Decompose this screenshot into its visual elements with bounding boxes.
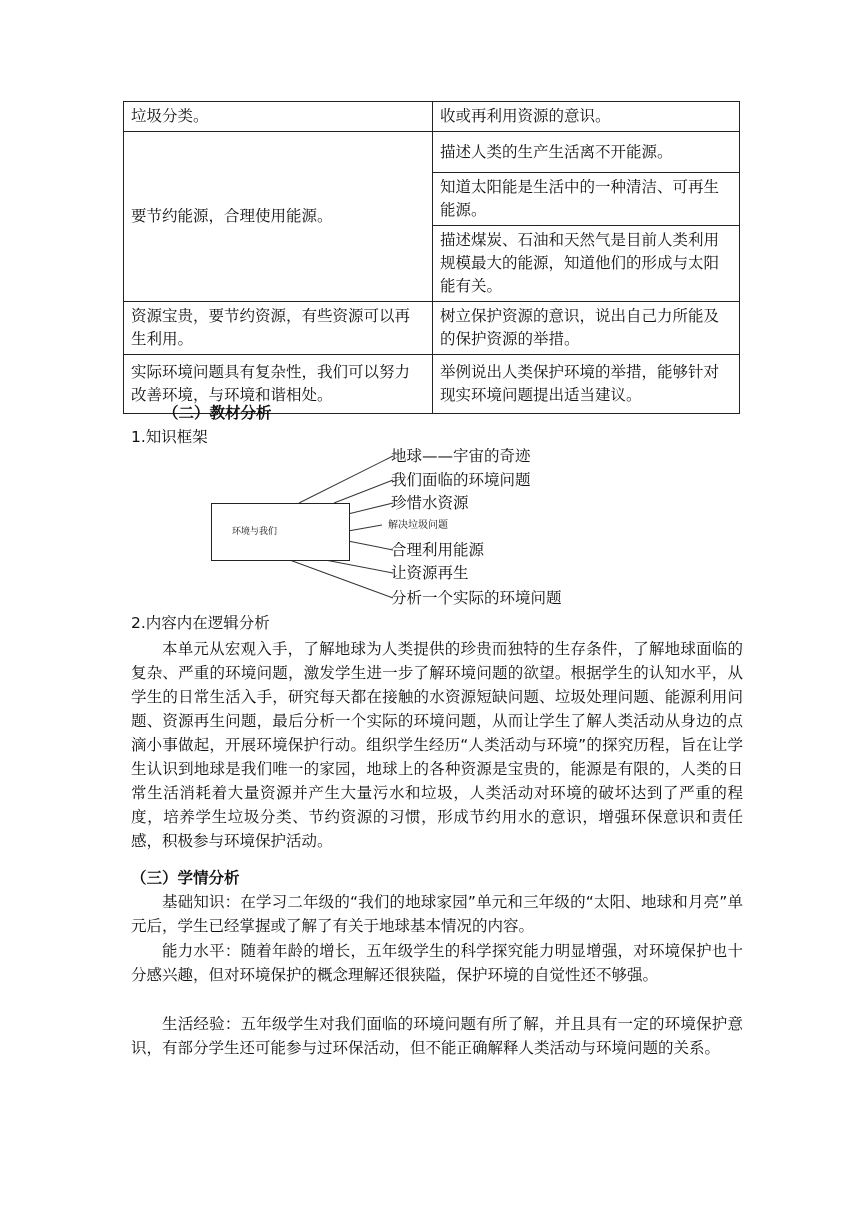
framework-item: 解决垃圾问题 [388, 520, 448, 531]
table-cell: 描述人类的生产生活离不开能源。 [433, 132, 740, 173]
framework-item: 我们面临的环境问题 [391, 471, 531, 489]
table-cell: 树立保护资源的意识，说出自己力所能及的保护资源的举措。 [433, 302, 740, 355]
subheading-knowledge-framework: 1.知识框架 [131, 428, 208, 446]
section-heading-student-analysis: （三）学情分析 [131, 869, 240, 887]
table-cell: 垃圾分类。 [124, 102, 433, 132]
table-row [124, 302, 740, 355]
table-row [124, 132, 740, 173]
paragraph-basic-knowledge: 基础知识：在学习二年级的“我们的地球家园”单元和三年级的“太阳、地球和月亮”单元后，学生已经掌握或了解了有关于地球基本情况的内容。 [131, 893, 743, 935]
table-cell: 资源宝贵，要节约资源，有些资源可以再生利用。 [124, 302, 433, 355]
table-cell: 收或再利用资源的意识。 [433, 102, 740, 132]
framework-item: 分析一个实际的环境问题 [391, 589, 562, 607]
table-cell: 举例说出人类保护环境的举措，能够针对现实环境问题提出适当建议。 [433, 355, 740, 414]
center-topic-label: 环境与我们 [232, 527, 278, 537]
table-cell: 描述煤炭、石油和天然气是目前人类利用规模最大的能源，知道他们的形成与太阳能有关。 [433, 226, 740, 302]
framework-item: 珍惜水资源 [391, 494, 469, 512]
knowledge-framework-diagram [0, 440, 860, 615]
table-row [124, 102, 740, 132]
goals-table [123, 101, 740, 414]
table-cell: 要节约能源，合理使用能源。 [124, 132, 433, 302]
framework-item: 让资源再生 [391, 564, 469, 582]
paragraph-life-experience: 生活经验：五年级学生对我们面临的环境问题有所了解，并且具有一定的环境保护意识，有部分学生还可能参与过环保活动，但不能正确解释人类活动与环境问题的关系。 [131, 1015, 743, 1057]
paragraph-logic-analysis: 本单元从宏观入手，了解地球为人类提供的珍贵而独特的生存条件，了解地球面临的复杂、严重的环境问题，激发学生进一步了解环境问题的欲望。根据学生的认知水平，从学生的日常生活入手，研究每天都在接触的水资源短缺问题、垃圾处理问题、能源利用问题、资源再生问题，最后分析一个实际的环境问题，从而让学生了解人类活动从身边的点滴小事做起，开展环境保护行动。组织学生经历“人类活动与环境”的探究历程，旨在让学生认识到地球是我们唯一的家园，地球上的各种资源是宝贵的，能源是有限的，人类的日常生活消耗着大量资源并产生大量污水和垃圾，人类活动对环境的破坏达到了严重的程度，培养学生垃圾分类、节约资源的习惯，形成节约用水的意识，增强环保意识和责任感，积极参与环境保护活动。 [131, 640, 743, 850]
framework-item: 合理利用能源 [391, 541, 485, 559]
center-topic-box [211, 503, 350, 561]
subheading-logic-analysis: 2.内容内在逻辑分析 [131, 614, 270, 632]
table-cell: 实际环境问题具有复杂性，我们可以努力改善环境，与环境和谐相处。 [124, 355, 433, 414]
table-cell: 知道太阳能是生活中的一种清洁、可再生能源。 [433, 173, 740, 226]
paragraph-ability-level: 能力水平：随着年龄的增长，五年级学生的科学探究能力明显增强，对环境保护也十分感兴趣，但对环境保护的概念理解还很狭隘，保护环境的自觉性还不够强。 [131, 942, 743, 984]
section-heading-textbook: （二）教材分析 [163, 404, 272, 422]
framework-item: 地球——宇宙的奇迹 [391, 447, 531, 465]
